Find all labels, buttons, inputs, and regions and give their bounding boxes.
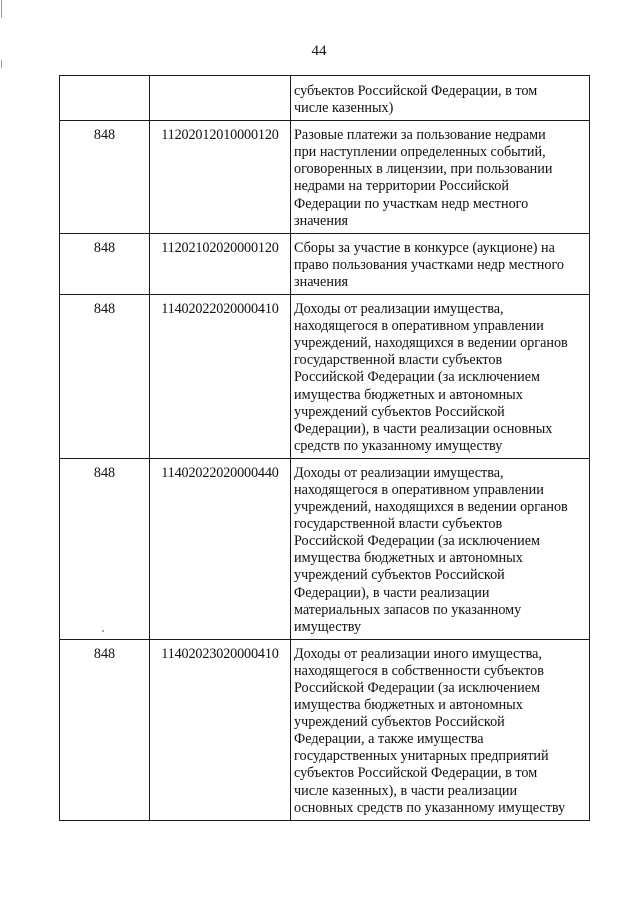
description-text: Доходы от реализации имущества, находящегося в оперативном управлении учреждений, находящихся в ведении органов государственной власти субъектов Российской Федерации (за исключением имущества бюджетных и автономных учреждений субъектов Российской Федерации), в части реализации основных средств по указанному имуществу bbox=[294, 301, 568, 454]
kbk-code-cell: 11402022020000410 bbox=[150, 295, 291, 459]
kbk-code-cell: 11202012010000120 bbox=[150, 121, 291, 234]
admin-code-cell: 848 bbox=[60, 458, 150, 639]
description-cell bbox=[291, 76, 590, 121]
admin-code-cell: 848 bbox=[60, 639, 150, 820]
kbk-code-cell: 11402022020000440 bbox=[150, 458, 291, 639]
kbk-code-cell: 11202102020000120 bbox=[150, 233, 291, 294]
description-cell bbox=[291, 121, 590, 234]
budget-revenue-table bbox=[59, 75, 590, 821]
kbk-code-cell: 11402023020000410 bbox=[150, 639, 291, 820]
table-row bbox=[60, 639, 590, 820]
scan-speck bbox=[102, 630, 104, 632]
table-row bbox=[60, 121, 590, 234]
description-cell bbox=[291, 458, 590, 639]
description-cell bbox=[291, 233, 590, 294]
table-row bbox=[60, 295, 590, 459]
admin-code-cell: 848 bbox=[60, 295, 150, 459]
table-row bbox=[60, 458, 590, 639]
description-text: Доходы от реализации имущества, находящегося в оперативном управлении учреждений, находящихся в ведении органов государственной власти субъектов Российской Федерации (за исключением имущества бюджетных и автономных учреждений субъектов Российской Федерации), в части реализации материальных запасов по указанному имуществу bbox=[294, 464, 568, 635]
page-number: 44 bbox=[311, 43, 327, 59]
description-text: Доходы от реализации иного имущества, находящегося в собственности субъектов Российской Федерации (за исключением имущества бюджетных и автономных учреждений субъектов Российской Федерации, а также имущества государственных унитарных предприятий субъектов Российской Федерации, в том числе казенных), в части реализации основных средств по указанному имуществу bbox=[294, 645, 566, 816]
table-row bbox=[60, 233, 590, 294]
table-row bbox=[60, 76, 590, 121]
description-text: субъектов Российской Федерации, в том числе казенных) bbox=[294, 83, 538, 117]
admin-code-cell bbox=[60, 76, 150, 121]
description-text: Разовые платежи за пользование недрами при наступлении определенных событий, оговоренных в лицензии, при пользовании недрами на территории Российской Федерации по участкам недр местного значения bbox=[294, 127, 553, 229]
description-cell bbox=[291, 639, 590, 820]
binding-edge-mark bbox=[1, 60, 2, 68]
binding-edge-mark bbox=[1, 0, 2, 18]
admin-code-cell: 848 bbox=[60, 233, 150, 294]
kbk-code-cell bbox=[150, 76, 291, 121]
description-text: Сборы за участие в конкурсе (аукционе) на право пользования участками недр местного значения bbox=[294, 239, 565, 290]
description-cell bbox=[291, 295, 590, 459]
admin-code-cell: 848 bbox=[60, 121, 150, 234]
